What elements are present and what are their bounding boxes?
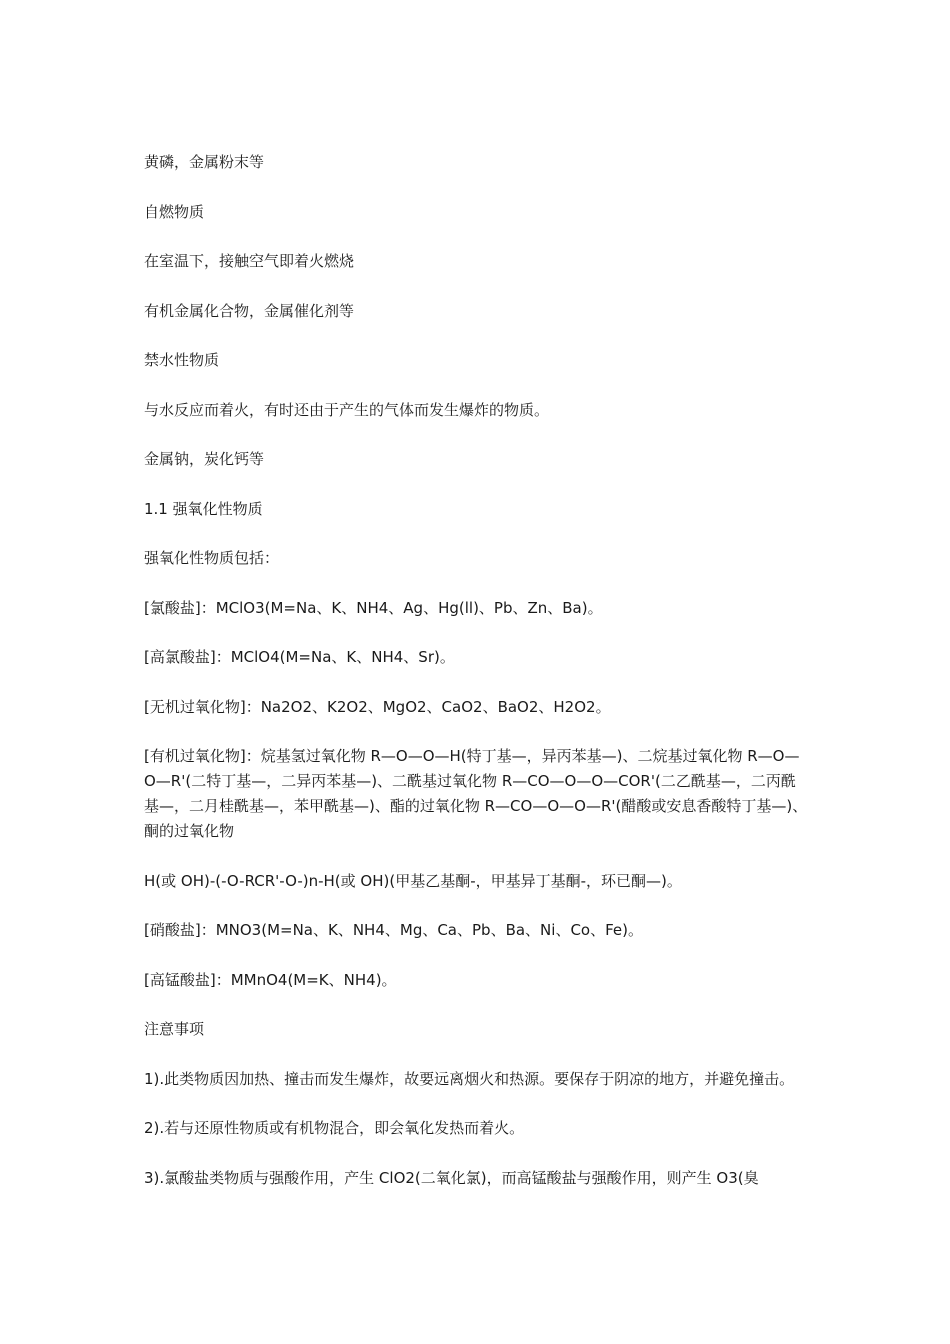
paragraph: [硝酸盐]：MNO3(M=Na、K、NH4、Mg、Ca、Pb、Ba、Ni、Co、Fe)。 (144, 921, 643, 939)
paragraph: 自燃物质 (144, 202, 205, 221)
paragraph: [有机过氧化物]：烷基氢过氧化物 R—O—O—H(特丁基—，异丙苯基—)、二烷基过氧化物 R—O—O—R'(二特丁基—，二异丙苯基—)、二酰基过氧化物 R—CO—O—O—COR'(二乙酰基—，二丙酰基—，二月桂酰基—，苯甲酰基—)、酯的过氧化物 R—CO—O—O—R'(醋酸或安息香酸特丁基—)、酮的过氧化物 (144, 747, 808, 840)
paragraph: 1).此类物质因加热、撞击而发生爆炸，故要远离烟火和热源。要保存于阴凉的地方，并避免撞击。 (144, 1069, 795, 1088)
paragraph: 2).若与还原性物质或有机物混合，即会氧化发热而着火。 (144, 1119, 525, 1137)
paragraph: [高锰酸盐]：MMnO4(M=K、NH4)。 (144, 970, 397, 989)
paragraph: 强氧化性物质包括： (144, 549, 280, 567)
paragraph: 3).氯酸盐类物质与强酸作用，产生 ClO2(二氧化氯)，而高锰酸盐与强酸作用，则产生 O3(臭 (144, 1168, 759, 1187)
paragraph: H(或 OH)-(-O-RCR'-O-)n-H(或 OH)(甲基乙基酮-，甲基异丁基酮-，环已酮—)。 (144, 871, 682, 890)
paragraph: 注意事项 (144, 1020, 205, 1038)
paragraph: [高氯酸盐]：MClO4(M=Na、K、NH4、Sr)。 (144, 648, 455, 666)
section-heading: 1.1 强氧化性物质 (144, 499, 263, 518)
document-body (144, 150, 810, 1215)
paragraph: 禁水性物质 (144, 351, 220, 369)
paragraph: [氯酸盐]：MClO3(M=Na、K、NH4、Ag、Hg(ll)、Pb、Zn、Ba)。 (144, 598, 603, 617)
paragraph: 黄磷，金属粉末等 (144, 153, 265, 171)
paragraph: 金属钠，炭化钙等 (144, 450, 265, 468)
paragraph: 有机金属化合物，金属催化剂等 (144, 301, 355, 320)
paragraph: 与水反应而着火，有时还由于产生的气体而发生爆炸的物质。 (144, 400, 550, 419)
paragraph: [无机过氧化物]：Na2O2、K2O2、MgO2、CaO2、BaO2、H2O2。 (144, 697, 611, 716)
paragraph: 在室温下，接触空气即着火燃烧 (144, 252, 355, 270)
